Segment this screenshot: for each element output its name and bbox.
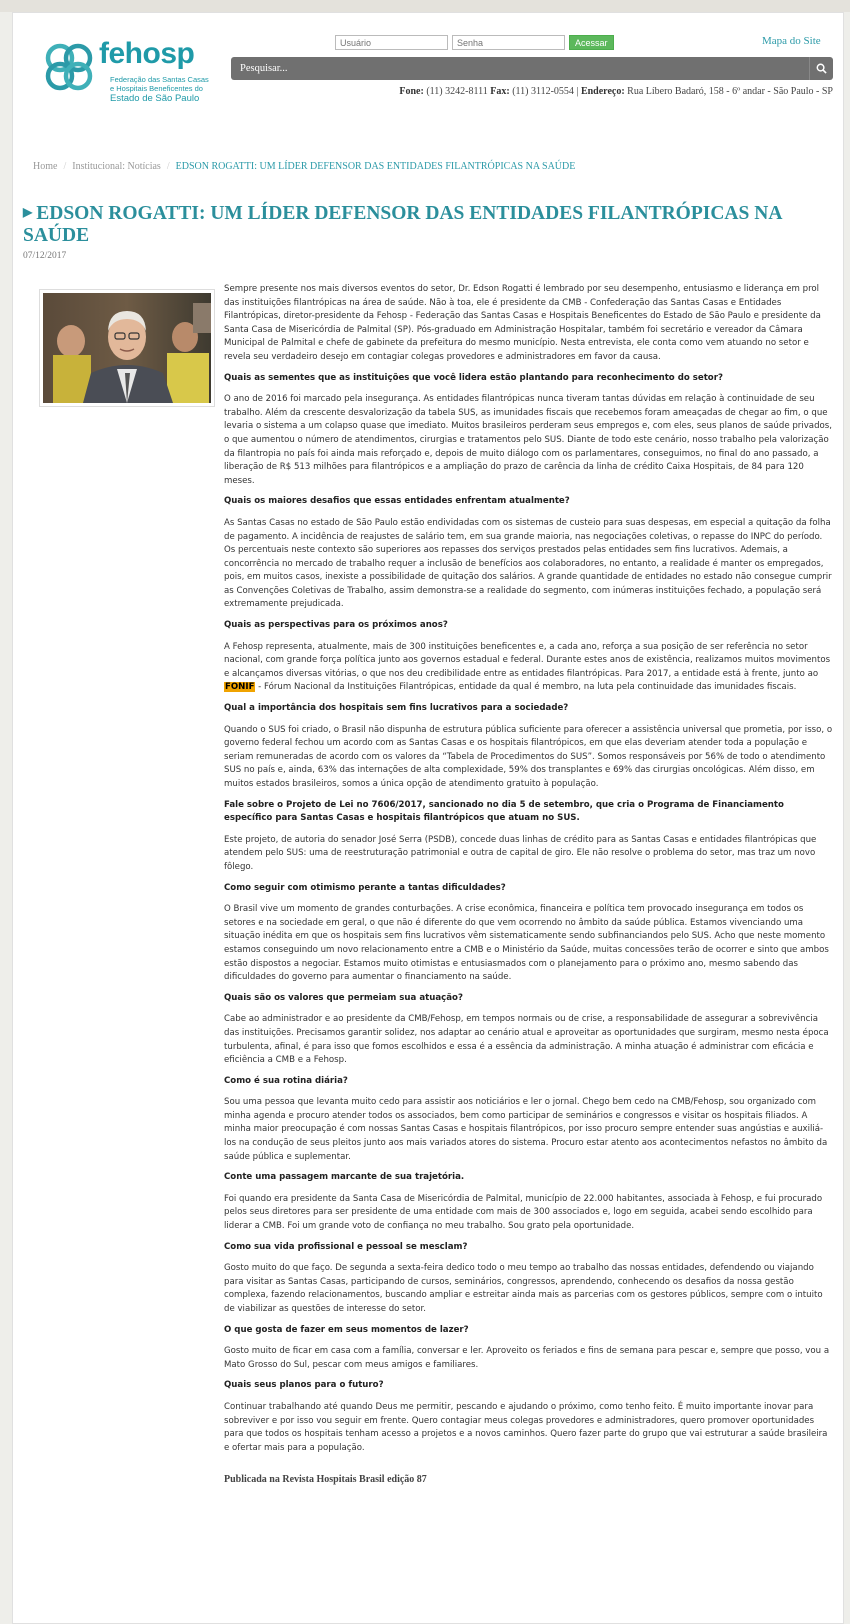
- article-body: [224, 283, 834, 1494]
- answer: As Santas Casas no estado de São Paulo estão endividadas com os sistemas de custeio para suas despesas, em especial a quitação da folha de pagamento. A incidência de reajustes de salário tem, em sua grande maioria, nas negociações coletivas, o repasse do INPC do período. Os percentuais neste contexto são superiores aos repasses dos serviços prestados pelas entidades sem fins lucrativos. Ademais, a concorrência no mercado de trabalho requer a inclusão de benefícios aos colaboradores, no entanto, a realidade é manter os empregados, pois, em muitos casos, inexiste a possibilidade de quitação dos salários. A grande quantidade de entidades no estado não consegue cumprir as Convenções Coletivas de Trabalho, assim demonstra-se a realidade do segmento, com inúmeras instituições fechado, a população será extremamente prejudicada.: [224, 517, 832, 610]
- question: Quais as perspectivas para os próximos anos?: [224, 620, 448, 631]
- answer: O ano de 2016 foi marcado pela insegurança. As entidades filantrópicas nunca tiveram tantas dúvidas em relação à continuidade de seu trabalho. Além da crescente desvalorização da tabela SUS, as imunidades fiscais que recebemos foram ameaçadas de chegar ao fim, o que levaria o sistema a um colapso quase que imediato. Muitos brasileiros perderam seus empregos e, com eles, seus planos de saúde privados, o que aumentou o número de atendimentos, cirurgias e tratamentos pelo SUS. Diante de todo este cenário, nosso trabalho pela valorização da filantropia no país foi ainda mais reforçado e, depois de muito diálogo com os parlamentares, conseguimos, no final do ano passado, a liberação de R$ 513 milhões para filantrópicos e a ampliação do prazo de carência da linha de crédito Caixa Hospitais, de 84 para 120 meses.: [224, 394, 832, 486]
- question: Quais seus planos para o futuro?: [224, 1380, 384, 1391]
- answer: Este projeto, de autoria do senador José Serra (PSDB), concede duas linhas de crédito para as Santas Casas e entidades filantrópicas que atendem pelo SUS: uma de reestruturação patrimonial e outra de capital de giro. Ele não resolve o problema do setor, mas traz um novo fôlego.: [224, 834, 817, 872]
- sitemap-link[interactable]: Mapa do Site: [762, 35, 821, 47]
- answer: Cabe ao administrador e ao presidente da CMB/Fehosp, em tempos normais ou de crise, a responsabilidade de assegurar a sobrevivência das instituições. Precisamos garantir solidez, nos adaptar ao cenário atual e aproveitar as oportunidades que surgiram, mesmo nesta época turbulenta, afinal, é para isso que fomos escolhidos e essa é a essência da administração. A minha atuação é administrar com eficácia e eficiência a CMB e a Fehosp.: [224, 1014, 829, 1066]
- question: Quais os maiores desafios que essas entidades enfrentam atualmente?: [224, 496, 570, 507]
- question: Quais são os valores que permeiam sua atuação?: [224, 992, 463, 1003]
- question: Conte uma passagem marcante de sua trajetória.: [224, 1172, 465, 1183]
- search-icon: [816, 63, 827, 74]
- publication-note: Publicada na Revista Hospitais Brasil edição 87: [224, 1474, 427, 1486]
- answer: A Fehosp representa, atualmente, mais de 300 instituições beneficentes e, a cada ano, reforça a sua posição de ser referência no setor nacional, com grande força política junto aos governos estadual e federal. Durante estes anos de existência, realizamos muitos movimentos e alcançamos diversas vitórias, o que nos deu credibilidade entre as entidades filantrópicas. Para 2017, a entidade está à frente, junto ao FONIF - Fórum Nacional da Instituições Filantrópicas, entidade da qual é membro, na luta pela continuidade das imunidades fiscais.: [224, 641, 831, 693]
- caret-right-icon: ▶: [23, 205, 33, 219]
- breadcrumb: Home / Institucional: Notícias / EDSON ROGATTI: UM LÍDER DEFENSOR DAS ENTIDADES FILANTRÓPICAS NA SAÚDE: [33, 161, 576, 172]
- top-background-strip: [0, 0, 850, 12]
- fehosp-logo[interactable]: [43, 39, 223, 109]
- question: Quais as sementes que as instituições que você lidera estão plantando para reconhecimento do setor?: [224, 372, 723, 383]
- question: Como sua vida profissional e pessoal se mesclam?: [224, 1241, 468, 1252]
- question: Fale sobre o Projeto de Lei no 7606/2017, sancionado no dia 5 de setembro, que cria o Programa de Financiamento específico para Santas Casas e hospitais filantrópicos que atuam no SUS.: [224, 799, 784, 824]
- question: Como seguir com otimismo perante a tantas dificuldades?: [224, 882, 506, 893]
- search-button[interactable]: [809, 57, 833, 80]
- page-title: ▶ EDSON ROGATTI: UM LÍDER DEFENSOR DAS ENTIDADES FILANTRÓPICAS NA SAÚDE: [23, 203, 782, 246]
- search-bar[interactable]: [231, 57, 833, 80]
- password-input[interactable]: [452, 35, 565, 50]
- publish-date: 07/12/2017: [23, 251, 67, 261]
- login-button[interactable]: Acessar: [569, 35, 614, 50]
- answer: Foi quando era presidente da Santa Casa de Misericórdia de Palmital, município de 22.000 habitantes, associada à Fehosp, e fui procurado pelos seus diretores para ser presidente de uma entidade com mais de 300 associados e, logo em seguida, acabei sendo escolhido para liderar a CMB. Foi um grande voto de confiança no meu trabalho. Sou grato pela oportunidade.: [224, 1193, 823, 1232]
- breadcrumb-current: EDSON ROGATTI: UM LÍDER DEFENSOR DAS ENTIDADES FILANTRÓPICAS NA SAÚDE: [175, 161, 576, 172]
- breadcrumb-news[interactable]: Institucional: Notícias: [72, 161, 161, 172]
- logo-subtitle: Federação das Santas Casas e Hospitais Beneficentes do Estado de São Paulo: [110, 75, 209, 104]
- contact-info: Fone: (11) 3242-8111 Fax: (11) 3112-0554 | Endereço: Rua Líbero Badaró, 158 - 6º andar - São Paulo - SP: [399, 86, 833, 97]
- portrait-image: [43, 293, 211, 403]
- answer: Gosto muito do que faço. De segunda a sexta-feira dedico todo o meu tempo ao trabalho das nossas entidades, defendendo ou viajando para visitar as Santas Casas, participando de cursos, seminários, congressos, aprendendo, conhecendo os desafios da nossa gestão complexa, fazendo relacionamentos, buscando ampliar e estreitar ainda mais as parcerias com os gestores públicos, sempre com o intuito de viabilizar as questões de interesse do setor.: [224, 1263, 823, 1314]
- logo-emblem-icon: [43, 41, 95, 93]
- fonif-highlight: FONIF: [225, 682, 255, 693]
- article-photo: [39, 289, 215, 407]
- breadcrumb-home[interactable]: Home: [33, 161, 58, 172]
- answer: Gosto muito de ficar em casa com a família, conversar e ler. Aproveito os feriados e fins de semana para pescar e, sempre que posso, vou a Mato Grosso do Sul, pescar com meus amigos e familiares.: [224, 1346, 830, 1370]
- question: Como é sua rotina diária?: [224, 1075, 348, 1086]
- answer: Continuar trabalhando até quando Deus me permitir, pescando e ajudando o próximo, como tenho feito. É muito importante inovar para sobreviver e por isso vou seguir em frente. Quero contagiar meus colegas provedores e administradores, quero promover oportunidades para que todos os hospitais tenham acesso a projetos e a novos caminhos. Quero fazer parte do grupo que vai estruturar a saúde brasileira e ofertar mais para a população.: [224, 1401, 828, 1453]
- answer: O Brasil vive um momento de grandes conturbações. A crise econômica, financeira e política tem provocado insegurança em todos os setores e na sociedade em geral, o que não é diferente do que vem ocorrendo no âmbito da saúde pública. Estamos vivenciando uma situação inédita em que os hospitais sem fins lucrativos vêm sistematicamente sendo subfinanciandos pelo SUS. Acho que neste momento estamos conseguindo um novo relacionamento entre a CMB e o Ministério da Saúde, muitas concessões terão de ocorrer e sinto que ambos estão dispostos a negociar. Estamos muito otimistas e entusiasmados com o planejamento para o próximo ano, mesmo sabendo das dificuldades do governo para aumentar o financiamento na saúde.: [224, 904, 829, 983]
- username-input[interactable]: [335, 35, 448, 50]
- logo-wordmark: fehosp: [99, 37, 195, 70]
- article-intro: Sempre presente nos mais diversos eventos do setor, Dr. Edson Rogatti é lembrado por seu desempenho, entusiasmo e liderança em prol das instituições filantrópicas na área de saúde. Não à toa, ele é presidente da CMB - Confederação das Santas Casas e Entidades Filantrópicas, diretor-presidente da Fehosp - Federação das Santas Casas e Hospitais Beneficentes do Estado de São Paulo e presidente da Santa Casa de Misericórdia de Palmital (SP). Pós-graduado em Administração Hospitalar, também foi secretário e vereador da Câmara Municipal de Palmital e chefe de gabinete da prefeitura do mesmo município. Nesta entrevista, ele conta como vem atuando no setor e revela seu verdadeiro desejo em contagiar colegas provedores e administradores em favor da causa.: [224, 284, 821, 362]
- answer: Quando o SUS foi criado, o Brasil não dispunha de estrutura pública suficiente para oferecer a assistência universal que prometia, por isso, o governo federal fechou um acordo com as Santas Casas e os hospitais filantrópicos, em que elas deveriam atender toda a população e seriam remuneradas de acordo com os valores da “Tabela de Procedimentos do SUS”. Somos responsáveis por 56% de todo o atendimento SUS no país e, ainda, 63% das internações de alta complexidade, 59% dos transplantes e 69% das cirurgias oncológicas. Além disso, em muitos estados brasileiros, somos a única opção de atendimento gratuito à população.: [224, 724, 833, 789]
- page-container: [12, 12, 844, 1624]
- answer: Sou uma pessoa que levanta muito cedo para assistir aos noticiários e ler o jornal. Chego bem cedo na CMB/Fehosp, sou organizado com minha agenda e procuro atender todos os associados, bem como participar de seminários e congressos e visitar os hospitais filiados. A minha maior preocupação é com nossas Santas Casas e hospitais filantrópicos, por isso procuro sempre entender suas angústias e auxiliá-los na condução de seus pleitos junto aos mais variados atores do sistema. Procuro estar atento aos acontecimentos nefastos no âmbito da saúde pública e suplementar.: [224, 1097, 828, 1162]
- question: Qual a importância dos hospitais sem fins lucrativos para a sociedade?: [224, 703, 569, 714]
- question: O que gosta de fazer em seus momentos de lazer?: [224, 1324, 469, 1335]
- login-form: [335, 35, 614, 50]
- search-input[interactable]: Pesquisar...: [240, 63, 288, 74]
